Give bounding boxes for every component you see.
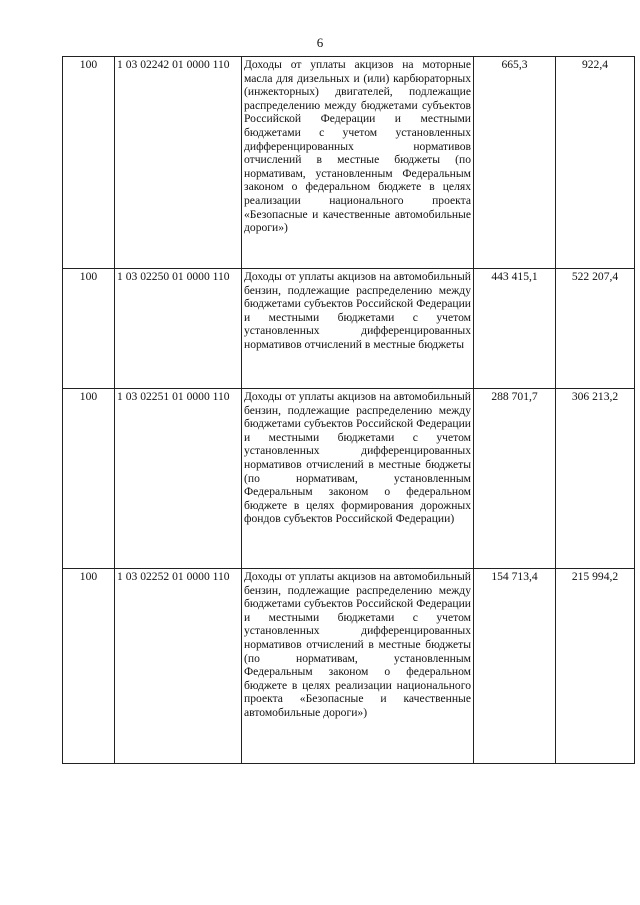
revenue-name-cell: Доходы от уплаты акцизов на автомобильный бензин, подлежащие распределению между бюджетами субъектов Российской Федерации и местными бюджетами с учетом установленных дифференцированных нормативов отчислений в местные бюджеты (по нормативам, установленным Федеральным законом о федеральном бюджете в целях формирования дорожных фондов субъектов Российской Федерации) — [242, 389, 474, 569]
value-2-cell: 306 213,2 — [556, 389, 635, 569]
value-2-cell: 522 207,4 — [556, 269, 635, 389]
kbk-code-cell: 1 03 02251 01 0000 110 — [115, 389, 242, 569]
value-1-cell: 665,3 — [474, 57, 556, 269]
kbk-code-cell: 1 03 02252 01 0000 110 — [115, 569, 242, 764]
revenue-name-cell: Доходы от уплаты акцизов на автомобильный бензин, подлежащие распределению между бюджетами субъектов Российской Федерации и местными бюджетами с учетом установленных дифференцированных нормативов отчислений в местные бюджеты (по нормативам, установленным Федеральным законом о федеральном бюджете в целях реализации национального проекта «Безопасные и качественные автомобильные дороги») — [242, 569, 474, 764]
admin-code-cell: 100 — [63, 269, 115, 389]
value-1-cell: 154 713,4 — [474, 569, 556, 764]
admin-code-cell: 100 — [63, 57, 115, 269]
kbk-code-cell: 1 03 02250 01 0000 110 — [115, 269, 242, 389]
table-row — [63, 269, 635, 389]
page-number: 6 — [316, 35, 324, 50]
revenue-name-cell: Доходы от уплаты акцизов на моторные масла для дизельных и (или) карбюраторных (инжекторных) двигателей, подлежащие распределению между бюджетами субъектов Российской Федерации и местными бюджетами с учетом установленных дифференцированных нормативов отчислений в местные бюджеты (по нормативам, установленным Федеральным законом о федеральном бюджете в целях реализации национального проекта «Безопасные и качественные автомобильные дороги») — [242, 57, 474, 269]
admin-code-cell: 100 — [63, 569, 115, 764]
value-1-cell: 443 415,1 — [474, 269, 556, 389]
value-2-cell: 922,4 — [556, 57, 635, 269]
table-row — [63, 389, 635, 569]
table-row — [63, 569, 635, 764]
revenue-table — [62, 56, 635, 764]
value-2-cell: 215 994,2 — [556, 569, 635, 764]
kbk-code-cell: 1 03 02242 01 0000 110 — [115, 57, 242, 269]
revenue-name-cell: Доходы от уплаты акцизов на автомобильный бензин, подлежащие распределению между бюджетами субъектов Российской Федерации и местными бюджетами с учетом установленных дифференцированных нормативов отчислений в местные бюджеты — [242, 269, 474, 389]
value-1-cell: 288 701,7 — [474, 389, 556, 569]
admin-code-cell: 100 — [63, 389, 115, 569]
table-row — [63, 57, 635, 269]
